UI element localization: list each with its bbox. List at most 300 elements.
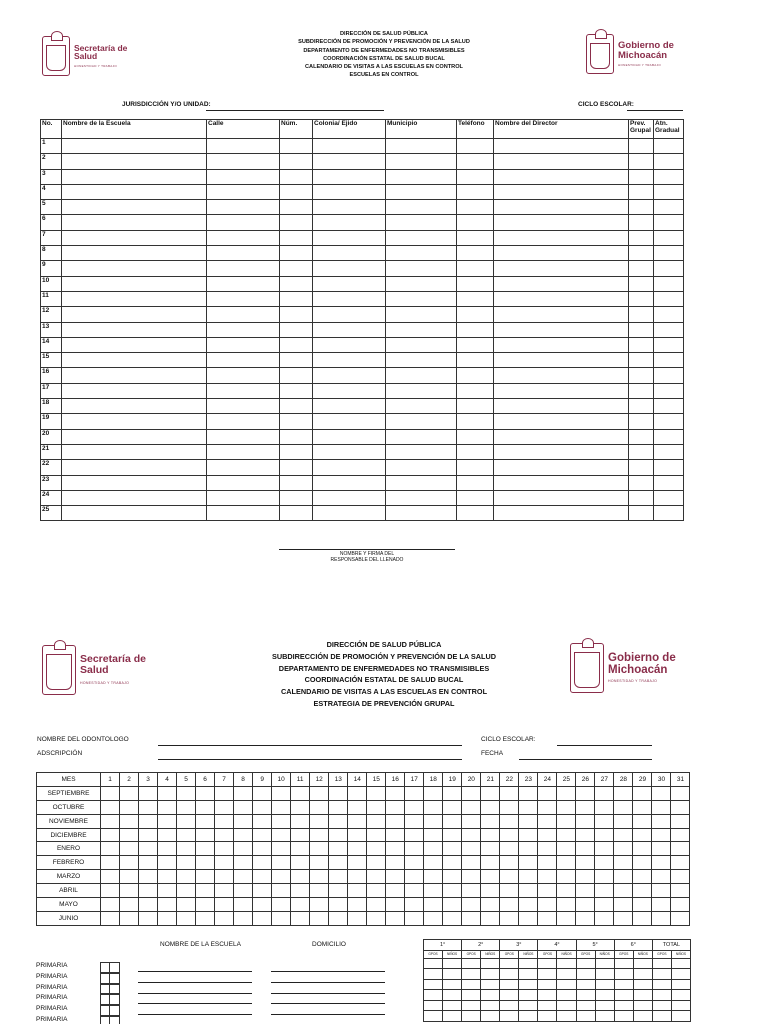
- table-cell[interactable]: [280, 139, 313, 154]
- table-cell[interactable]: [654, 291, 684, 306]
- day-cell[interactable]: [652, 884, 671, 898]
- day-cell[interactable]: [234, 786, 253, 800]
- day-cell[interactable]: [196, 814, 215, 828]
- table-cell[interactable]: [629, 169, 654, 184]
- day-cell[interactable]: [462, 800, 481, 814]
- table-cell[interactable]: [62, 139, 207, 154]
- table-cell[interactable]: [62, 399, 207, 414]
- day-cell[interactable]: [443, 814, 462, 828]
- table-cell[interactable]: [62, 322, 207, 337]
- grade-cell[interactable]: [538, 990, 557, 1001]
- day-cell[interactable]: [557, 856, 576, 870]
- day-cell[interactable]: [158, 884, 177, 898]
- day-cell[interactable]: [424, 884, 443, 898]
- table-cell[interactable]: [629, 307, 654, 322]
- day-cell[interactable]: [671, 828, 690, 842]
- day-cell[interactable]: [101, 786, 120, 800]
- day-cell[interactable]: [500, 911, 519, 925]
- grade-cell[interactable]: [462, 969, 481, 980]
- day-cell[interactable]: [367, 856, 386, 870]
- table-cell[interactable]: [280, 169, 313, 184]
- grade-cell[interactable]: [576, 958, 595, 969]
- day-cell[interactable]: [519, 800, 538, 814]
- day-cell[interactable]: [139, 911, 158, 925]
- table-cell[interactable]: [207, 246, 280, 261]
- day-cell[interactable]: [576, 884, 595, 898]
- day-cell[interactable]: [234, 870, 253, 884]
- day-cell[interactable]: [595, 800, 614, 814]
- table-cell[interactable]: [386, 414, 457, 429]
- day-cell[interactable]: [481, 856, 500, 870]
- day-cell[interactable]: [424, 856, 443, 870]
- day-cell[interactable]: [614, 870, 633, 884]
- table-cell[interactable]: [313, 337, 386, 352]
- day-cell[interactable]: [101, 870, 120, 884]
- day-cell[interactable]: [500, 870, 519, 884]
- grade-cell[interactable]: [614, 1011, 633, 1022]
- day-cell[interactable]: [443, 884, 462, 898]
- grade-cell[interactable]: [633, 958, 652, 969]
- day-cell[interactable]: [576, 911, 595, 925]
- day-cell[interactable]: [557, 828, 576, 842]
- day-cell[interactable]: [614, 786, 633, 800]
- day-cell[interactable]: [671, 898, 690, 912]
- odontologo-field[interactable]: [158, 745, 462, 746]
- table-cell[interactable]: [654, 490, 684, 505]
- day-cell[interactable]: [367, 800, 386, 814]
- table-cell[interactable]: [629, 399, 654, 414]
- day-cell[interactable]: [557, 800, 576, 814]
- grade-cell[interactable]: [595, 990, 614, 1001]
- table-cell[interactable]: [313, 399, 386, 414]
- grade-cell[interactable]: [614, 990, 633, 1001]
- day-cell[interactable]: [253, 911, 272, 925]
- day-cell[interactable]: [633, 842, 652, 856]
- table-cell[interactable]: [62, 506, 207, 521]
- table-cell[interactable]: [629, 246, 654, 261]
- day-cell[interactable]: [614, 856, 633, 870]
- table-cell[interactable]: [386, 215, 457, 230]
- day-cell[interactable]: [329, 786, 348, 800]
- table-cell[interactable]: [457, 261, 494, 276]
- day-cell[interactable]: [671, 786, 690, 800]
- table-cell[interactable]: [207, 475, 280, 490]
- day-cell[interactable]: [538, 870, 557, 884]
- table-cell[interactable]: [313, 276, 386, 291]
- day-cell[interactable]: [291, 898, 310, 912]
- day-cell[interactable]: [633, 800, 652, 814]
- day-cell[interactable]: [291, 786, 310, 800]
- table-cell[interactable]: [654, 444, 684, 459]
- day-cell[interactable]: [348, 828, 367, 842]
- day-cell[interactable]: [576, 870, 595, 884]
- day-cell[interactable]: [310, 856, 329, 870]
- table-cell[interactable]: [494, 322, 629, 337]
- grade-cell[interactable]: [443, 990, 462, 1001]
- table-cell[interactable]: [207, 215, 280, 230]
- table-cell[interactable]: [280, 506, 313, 521]
- table-cell[interactable]: [629, 154, 654, 169]
- day-cell[interactable]: [291, 814, 310, 828]
- table-cell[interactable]: [457, 200, 494, 215]
- day-cell[interactable]: [500, 884, 519, 898]
- grade-cell[interactable]: [500, 979, 519, 990]
- day-cell[interactable]: [177, 884, 196, 898]
- table-cell[interactable]: [280, 200, 313, 215]
- day-cell[interactable]: [120, 884, 139, 898]
- day-cell[interactable]: [500, 814, 519, 828]
- day-cell[interactable]: [120, 856, 139, 870]
- day-cell[interactable]: [329, 800, 348, 814]
- day-cell[interactable]: [234, 911, 253, 925]
- table-cell[interactable]: [386, 307, 457, 322]
- day-cell[interactable]: [329, 842, 348, 856]
- day-cell[interactable]: [310, 828, 329, 842]
- table-cell[interactable]: [313, 184, 386, 199]
- day-cell[interactable]: [652, 828, 671, 842]
- day-cell[interactable]: [196, 828, 215, 842]
- day-cell[interactable]: [519, 898, 538, 912]
- day-cell[interactable]: [538, 911, 557, 925]
- day-cell[interactable]: [614, 898, 633, 912]
- table-cell[interactable]: [313, 322, 386, 337]
- table-cell[interactable]: [62, 230, 207, 245]
- day-cell[interactable]: [348, 786, 367, 800]
- grade-cell[interactable]: [576, 990, 595, 1001]
- day-cell[interactable]: [215, 800, 234, 814]
- table-cell[interactable]: [62, 291, 207, 306]
- day-cell[interactable]: [272, 898, 291, 912]
- table-cell[interactable]: [207, 307, 280, 322]
- grade-cell[interactable]: [652, 958, 671, 969]
- day-cell[interactable]: [158, 828, 177, 842]
- grade-cell[interactable]: [538, 979, 557, 990]
- day-cell[interactable]: [595, 856, 614, 870]
- day-cell[interactable]: [158, 870, 177, 884]
- table-cell[interactable]: [313, 139, 386, 154]
- table-cell[interactable]: [654, 200, 684, 215]
- day-cell[interactable]: [500, 800, 519, 814]
- day-cell[interactable]: [139, 828, 158, 842]
- table-cell[interactable]: [629, 429, 654, 444]
- ciclo-escolar-field-2[interactable]: [557, 745, 652, 746]
- table-cell[interactable]: [654, 184, 684, 199]
- grade-cell[interactable]: [481, 969, 500, 980]
- day-cell[interactable]: [253, 814, 272, 828]
- day-cell[interactable]: [101, 898, 120, 912]
- table-cell[interactable]: [494, 475, 629, 490]
- day-cell[interactable]: [576, 828, 595, 842]
- day-cell[interactable]: [310, 786, 329, 800]
- day-cell[interactable]: [538, 898, 557, 912]
- day-cell[interactable]: [424, 911, 443, 925]
- table-cell[interactable]: [62, 460, 207, 475]
- day-cell[interactable]: [101, 911, 120, 925]
- table-cell[interactable]: [207, 506, 280, 521]
- day-cell[interactable]: [196, 786, 215, 800]
- day-cell[interactable]: [139, 800, 158, 814]
- day-cell[interactable]: [633, 814, 652, 828]
- day-cell[interactable]: [196, 884, 215, 898]
- grade-cell[interactable]: [671, 990, 690, 1001]
- day-cell[interactable]: [310, 870, 329, 884]
- table-cell[interactable]: [386, 353, 457, 368]
- day-cell[interactable]: [348, 800, 367, 814]
- grade-cell[interactable]: [633, 1011, 652, 1022]
- table-cell[interactable]: [386, 184, 457, 199]
- day-cell[interactable]: [367, 884, 386, 898]
- table-cell[interactable]: [280, 230, 313, 245]
- table-cell[interactable]: [494, 154, 629, 169]
- day-cell[interactable]: [177, 814, 196, 828]
- day-cell[interactable]: [519, 828, 538, 842]
- day-cell[interactable]: [196, 911, 215, 925]
- day-cell[interactable]: [158, 898, 177, 912]
- grade-cell[interactable]: [519, 958, 538, 969]
- table-cell[interactable]: [457, 399, 494, 414]
- table-cell[interactable]: [654, 139, 684, 154]
- grade-cell[interactable]: [633, 1000, 652, 1011]
- grade-cell[interactable]: [424, 1011, 443, 1022]
- day-cell[interactable]: [329, 884, 348, 898]
- day-cell[interactable]: [633, 870, 652, 884]
- table-cell[interactable]: [207, 169, 280, 184]
- table-cell[interactable]: [207, 322, 280, 337]
- table-cell[interactable]: [386, 444, 457, 459]
- grade-cell[interactable]: [576, 979, 595, 990]
- grade-cell[interactable]: [557, 1000, 576, 1011]
- day-cell[interactable]: [538, 884, 557, 898]
- day-cell[interactable]: [424, 898, 443, 912]
- table-cell[interactable]: [386, 276, 457, 291]
- day-cell[interactable]: [652, 786, 671, 800]
- table-cell[interactable]: [313, 246, 386, 261]
- table-cell[interactable]: [654, 383, 684, 398]
- day-cell[interactable]: [557, 814, 576, 828]
- table-cell[interactable]: [62, 383, 207, 398]
- table-cell[interactable]: [313, 444, 386, 459]
- table-cell[interactable]: [280, 429, 313, 444]
- day-cell[interactable]: [481, 911, 500, 925]
- table-cell[interactable]: [654, 414, 684, 429]
- table-cell[interactable]: [654, 246, 684, 261]
- table-cell[interactable]: [280, 414, 313, 429]
- table-cell[interactable]: [629, 444, 654, 459]
- grade-cell[interactable]: [519, 979, 538, 990]
- day-cell[interactable]: [367, 828, 386, 842]
- day-cell[interactable]: [386, 800, 405, 814]
- day-cell[interactable]: [272, 842, 291, 856]
- table-cell[interactable]: [494, 383, 629, 398]
- table-cell[interactable]: [280, 337, 313, 352]
- grade-cell[interactable]: [462, 990, 481, 1001]
- table-cell[interactable]: [457, 184, 494, 199]
- day-cell[interactable]: [177, 911, 196, 925]
- day-cell[interactable]: [671, 870, 690, 884]
- grade-cell[interactable]: [481, 1000, 500, 1011]
- day-cell[interactable]: [367, 814, 386, 828]
- table-cell[interactable]: [62, 490, 207, 505]
- grade-cell[interactable]: [538, 1000, 557, 1011]
- table-cell[interactable]: [207, 291, 280, 306]
- table-cell[interactable]: [494, 444, 629, 459]
- day-cell[interactable]: [120, 800, 139, 814]
- day-cell[interactable]: [614, 828, 633, 842]
- day-cell[interactable]: [367, 870, 386, 884]
- table-cell[interactable]: [280, 246, 313, 261]
- day-cell[interactable]: [101, 800, 120, 814]
- table-cell[interactable]: [62, 169, 207, 184]
- day-cell[interactable]: [443, 911, 462, 925]
- day-cell[interactable]: [139, 786, 158, 800]
- grade-cell[interactable]: [671, 1000, 690, 1011]
- table-cell[interactable]: [62, 475, 207, 490]
- table-cell[interactable]: [654, 154, 684, 169]
- table-cell[interactable]: [280, 276, 313, 291]
- table-cell[interactable]: [313, 291, 386, 306]
- table-cell[interactable]: [62, 444, 207, 459]
- ciclo-escolar-field[interactable]: [627, 110, 683, 111]
- table-cell[interactable]: [280, 353, 313, 368]
- table-cell[interactable]: [457, 139, 494, 154]
- day-cell[interactable]: [215, 842, 234, 856]
- table-cell[interactable]: [386, 230, 457, 245]
- day-cell[interactable]: [405, 884, 424, 898]
- table-cell[interactable]: [629, 139, 654, 154]
- table-cell[interactable]: [313, 154, 386, 169]
- table-cell[interactable]: [386, 291, 457, 306]
- day-cell[interactable]: [291, 856, 310, 870]
- day-cell[interactable]: [215, 911, 234, 925]
- table-cell[interactable]: [280, 322, 313, 337]
- grade-cell[interactable]: [519, 1011, 538, 1022]
- day-cell[interactable]: [101, 842, 120, 856]
- day-cell[interactable]: [158, 842, 177, 856]
- grade-cell[interactable]: [519, 969, 538, 980]
- table-cell[interactable]: [494, 246, 629, 261]
- table-cell[interactable]: [313, 506, 386, 521]
- grade-cell[interactable]: [614, 1000, 633, 1011]
- day-cell[interactable]: [614, 884, 633, 898]
- table-cell[interactable]: [494, 429, 629, 444]
- table-cell[interactable]: [629, 261, 654, 276]
- day-cell[interactable]: [576, 786, 595, 800]
- day-cell[interactable]: [177, 870, 196, 884]
- table-cell[interactable]: [207, 399, 280, 414]
- day-cell[interactable]: [424, 814, 443, 828]
- school-box[interactable]: [109, 984, 120, 995]
- grade-cell[interactable]: [443, 958, 462, 969]
- day-cell[interactable]: [120, 870, 139, 884]
- grade-cell[interactable]: [671, 979, 690, 990]
- day-cell[interactable]: [652, 814, 671, 828]
- day-cell[interactable]: [462, 898, 481, 912]
- day-cell[interactable]: [348, 898, 367, 912]
- table-cell[interactable]: [629, 383, 654, 398]
- grade-cell[interactable]: [652, 1011, 671, 1022]
- grade-cell[interactable]: [614, 969, 633, 980]
- table-cell[interactable]: [457, 414, 494, 429]
- day-cell[interactable]: [462, 786, 481, 800]
- day-cell[interactable]: [329, 898, 348, 912]
- school-box[interactable]: [109, 994, 120, 1005]
- grade-cell[interactable]: [538, 958, 557, 969]
- adscripcion-field[interactable]: [158, 759, 462, 760]
- table-cell[interactable]: [629, 368, 654, 383]
- day-cell[interactable]: [671, 800, 690, 814]
- grade-cell[interactable]: [671, 969, 690, 980]
- table-cell[interactable]: [386, 154, 457, 169]
- table-cell[interactable]: [457, 246, 494, 261]
- table-cell[interactable]: [62, 429, 207, 444]
- day-cell[interactable]: [329, 828, 348, 842]
- grade-cell[interactable]: [557, 979, 576, 990]
- table-cell[interactable]: [313, 368, 386, 383]
- grade-cell[interactable]: [424, 1000, 443, 1011]
- day-cell[interactable]: [101, 856, 120, 870]
- grade-cell[interactable]: [557, 969, 576, 980]
- day-cell[interactable]: [348, 911, 367, 925]
- day-cell[interactable]: [652, 870, 671, 884]
- day-cell[interactable]: [272, 870, 291, 884]
- table-cell[interactable]: [62, 307, 207, 322]
- table-cell[interactable]: [494, 490, 629, 505]
- table-cell[interactable]: [207, 353, 280, 368]
- table-cell[interactable]: [207, 261, 280, 276]
- day-cell[interactable]: [462, 884, 481, 898]
- day-cell[interactable]: [253, 870, 272, 884]
- table-cell[interactable]: [62, 215, 207, 230]
- day-cell[interactable]: [557, 786, 576, 800]
- grade-cell[interactable]: [595, 969, 614, 980]
- day-cell[interactable]: [633, 828, 652, 842]
- table-cell[interactable]: [654, 276, 684, 291]
- day-cell[interactable]: [120, 898, 139, 912]
- table-cell[interactable]: [654, 261, 684, 276]
- day-cell[interactable]: [196, 898, 215, 912]
- grade-cell[interactable]: [500, 1011, 519, 1022]
- table-cell[interactable]: [457, 215, 494, 230]
- day-cell[interactable]: [614, 911, 633, 925]
- table-cell[interactable]: [313, 429, 386, 444]
- table-cell[interactable]: [386, 368, 457, 383]
- day-cell[interactable]: [595, 828, 614, 842]
- day-cell[interactable]: [633, 911, 652, 925]
- table-cell[interactable]: [494, 291, 629, 306]
- day-cell[interactable]: [443, 856, 462, 870]
- day-cell[interactable]: [671, 911, 690, 925]
- table-cell[interactable]: [207, 429, 280, 444]
- table-cell[interactable]: [654, 399, 684, 414]
- grade-cell[interactable]: [424, 990, 443, 1001]
- table-cell[interactable]: [457, 460, 494, 475]
- day-cell[interactable]: [481, 898, 500, 912]
- table-cell[interactable]: [62, 154, 207, 169]
- day-cell[interactable]: [519, 870, 538, 884]
- table-cell[interactable]: [280, 399, 313, 414]
- school-box[interactable]: [109, 1016, 120, 1024]
- table-cell[interactable]: [654, 460, 684, 475]
- table-cell[interactable]: [386, 383, 457, 398]
- table-cell[interactable]: [280, 383, 313, 398]
- day-cell[interactable]: [101, 828, 120, 842]
- table-cell[interactable]: [386, 399, 457, 414]
- day-cell[interactable]: [481, 870, 500, 884]
- day-cell[interactable]: [234, 800, 253, 814]
- table-cell[interactable]: [207, 154, 280, 169]
- day-cell[interactable]: [386, 814, 405, 828]
- table-cell[interactable]: [207, 139, 280, 154]
